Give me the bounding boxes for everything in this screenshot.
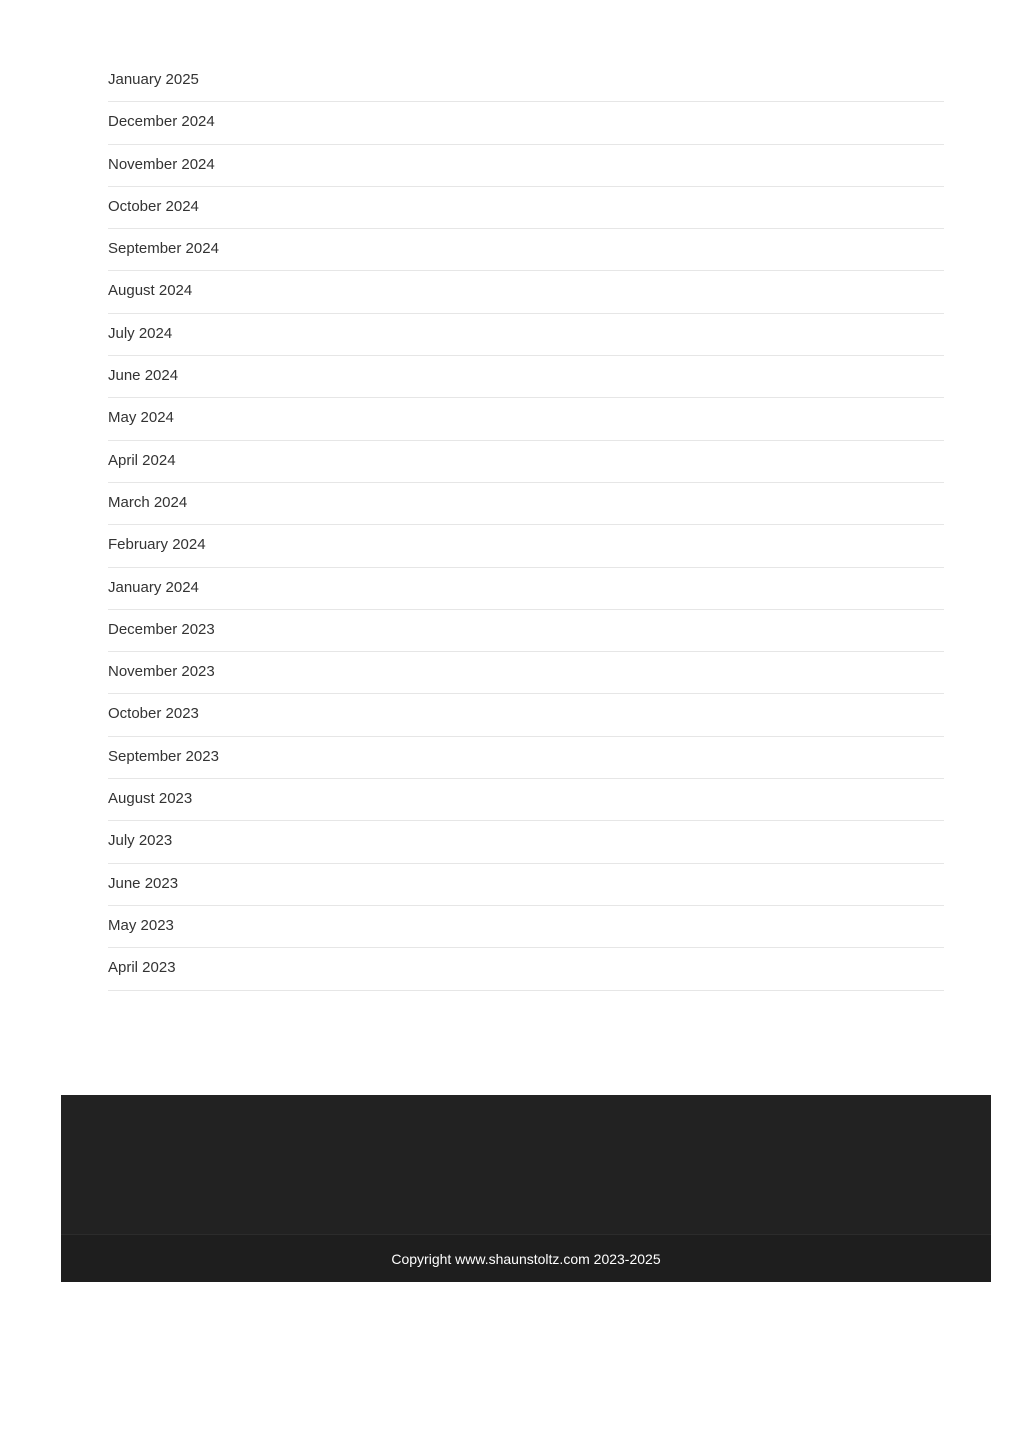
archive-item	[108, 737, 944, 779]
archive-item	[108, 483, 944, 525]
archive-item	[108, 779, 944, 821]
archive-link[interactable]: April 2023	[108, 959, 176, 977]
archive-item	[108, 229, 944, 271]
archive-item	[108, 314, 944, 356]
archive-link[interactable]: November 2023	[108, 663, 215, 681]
archive-item	[108, 694, 944, 736]
archive-item	[108, 652, 944, 694]
archive-item	[108, 356, 944, 398]
archive-link[interactable]: June 2023	[108, 874, 179, 892]
archive-link[interactable]: February 2024	[108, 536, 206, 554]
archive-item	[108, 60, 944, 102]
archive-item	[108, 525, 944, 567]
archive-link[interactable]: January 2024	[108, 578, 199, 596]
archive-link[interactable]: July 2024	[108, 324, 173, 342]
archive-item	[108, 568, 944, 610]
archive-item	[108, 821, 944, 863]
archive-item	[108, 187, 944, 229]
archive-link[interactable]: April 2024	[108, 451, 176, 469]
archive-link[interactable]: August 2023	[108, 790, 193, 808]
archive-link[interactable]: January 2025	[108, 71, 199, 88]
archive-link[interactable]: August 2024	[108, 282, 193, 300]
archive-item	[108, 398, 944, 440]
archive-link[interactable]: November 2024	[108, 155, 215, 173]
archive-link[interactable]: October 2023	[108, 705, 199, 723]
archive-item	[108, 906, 944, 948]
archive-item	[108, 610, 944, 652]
footer-widgets-area	[61, 1095, 991, 1234]
archive-item	[108, 102, 944, 144]
archive-item	[108, 864, 944, 906]
archive-item	[108, 271, 944, 313]
archive-link[interactable]: December 2024	[108, 113, 215, 131]
archive-link[interactable]: December 2023	[108, 620, 215, 638]
archive-link[interactable]: September 2023	[108, 747, 219, 765]
archive-link[interactable]: September 2024	[108, 240, 219, 258]
archive-item	[108, 441, 944, 483]
archive-link[interactable]: May 2023	[108, 916, 174, 934]
archive-item	[108, 948, 944, 990]
archive-link[interactable]: May 2024	[108, 409, 174, 427]
archive-link[interactable]: July 2023	[108, 832, 173, 850]
archive-link[interactable]: March 2024	[108, 493, 188, 511]
archive-link[interactable]: October 2024	[108, 197, 199, 215]
archive-list	[108, 60, 944, 991]
archive-link[interactable]: June 2024	[108, 367, 179, 385]
footer-bottom-bar	[61, 1234, 991, 1282]
copyright-text: Copyright www.shaunstoltz.com 2023-2025	[391, 1251, 661, 1267]
archive-item	[108, 145, 944, 187]
